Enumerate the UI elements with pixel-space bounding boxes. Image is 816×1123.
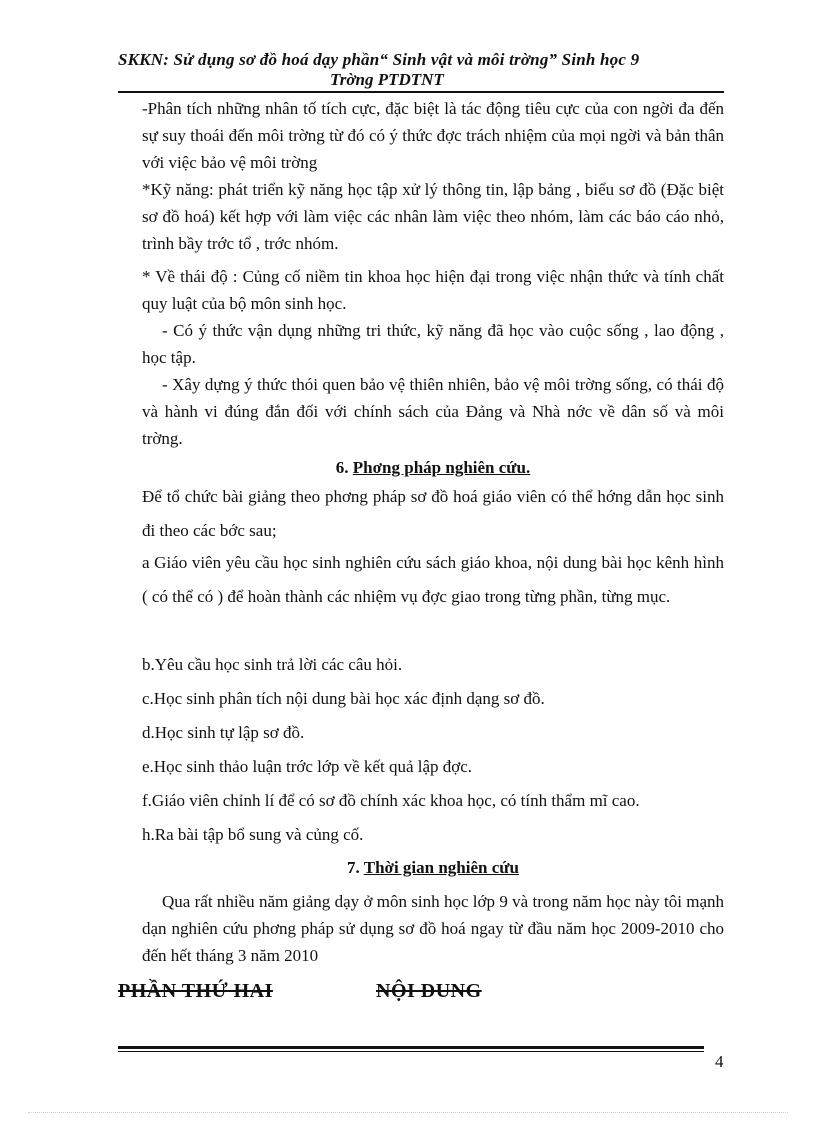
section-6-title: Phơng pháp nghiên cứu.	[352, 458, 531, 477]
part-label: PHẦN THỨ HAI	[118, 980, 273, 1002]
page-number: 4	[715, 1052, 724, 1071]
part-title: NỘI DUNG	[376, 980, 482, 1002]
header-school: Trờng PTDTNT	[330, 70, 444, 89]
section-7-title: Thời gian nghiên cứu	[363, 858, 519, 877]
list-item: c.Học sinh phân tích nội dung bài học xác định dạng sơ đồ.	[142, 689, 545, 708]
section-6-heading	[142, 458, 724, 478]
section-7-number: 7.	[347, 858, 360, 877]
page-bottom-dots	[28, 1112, 788, 1113]
list-item: f.Giáo viên chỉnh lí để có sơ đồ chính xác khoa học, có tính thẩm mĩ cao.	[142, 791, 640, 810]
paragraph-attitude: * Về thái độ : Củng cố niềm tin khoa học hiện đại trong việc nhận thức và tính chất quy luật của bộ môn sinh học.	[142, 267, 724, 313]
paragraph-apply-knowledge: - Có ý thức vận dụng những tri thức, kỹ năng đã học vào cuộc sống , lao động , học tập.	[142, 321, 724, 367]
section-6-step-a: a Giáo viên yêu cầu học sinh nghiên cứu sách giáo khoa, nội dung bài học kênh hình ( có thể có ) để hoàn thành các nhiệm vụ đợc giao trong từng phần, từng mục.	[142, 553, 724, 606]
footer-rule-thin	[118, 1051, 704, 1052]
header-title: SKKN: Sử dụng sơ đồ hoá dạy phần“ Sinh vật và môi trờng” Sinh học 9	[118, 50, 640, 69]
header-rule	[118, 91, 724, 93]
section-7-body: Qua rất nhiều năm giảng dạy ở môn sinh học lớp 9 và trong năm học này tôi mạnh dạn nghiên cứu phơng pháp sử dụng sơ đồ hoá ngay từ đầu năm học 2009-2010 cho đến hết tháng 3 năm 2010	[142, 892, 724, 965]
paragraph-analysis: -Phân tích những nhân tố tích cực, đặc biệt là tác động tiêu cực của con ngời đa đến sự suy thoái đến môi trờng từ đó có ý thức đợc trách nhiệm của mọi ngời và bản thân với việc bảo vệ môi trờng	[142, 99, 724, 172]
list-item: d.Học sinh tự lập sơ đồ.	[142, 723, 305, 742]
list-item: b.Yêu cầu học sinh trả lời các câu hỏi.	[142, 655, 403, 674]
list-item: e.Học sinh thảo luận trớc lớp về kết quả lập đợc.	[142, 757, 473, 776]
paragraph-skills: *Kỹ năng: phát triển kỹ năng học tập xử lý thông tin, lập bảng , biểu sơ đồ (Đặc biệt sơ đồ hoá) kết hợp với làm việc các nhân làm việc theo nhóm, làm các báo cáo nhỏ, trình bầy trớc tổ , trớc nhóm.	[142, 180, 724, 253]
section-6-intro: Để tổ chức bài giảng theo phơng pháp sơ đồ hoá giáo viên có thể hớng dẫn học sinh đi theo các bớc sau;	[142, 487, 724, 540]
section-6-number: 6.	[335, 458, 349, 477]
paragraph-protect-nature: - Xây dựng ý thức thói quen bảo vệ thiên nhiên, bảo vệ môi trờng sống, có thái độ và hành vi đúng đắn đối với chính sách của Đảng và Nhà nớc về dân số và môi trờng.	[142, 375, 724, 448]
section-7-heading	[142, 858, 724, 878]
section-6-steps	[142, 648, 724, 852]
footer-rule-thick	[118, 1046, 704, 1049]
list-item: h.Ra bài tập bổ sung và củng cố.	[142, 825, 364, 844]
